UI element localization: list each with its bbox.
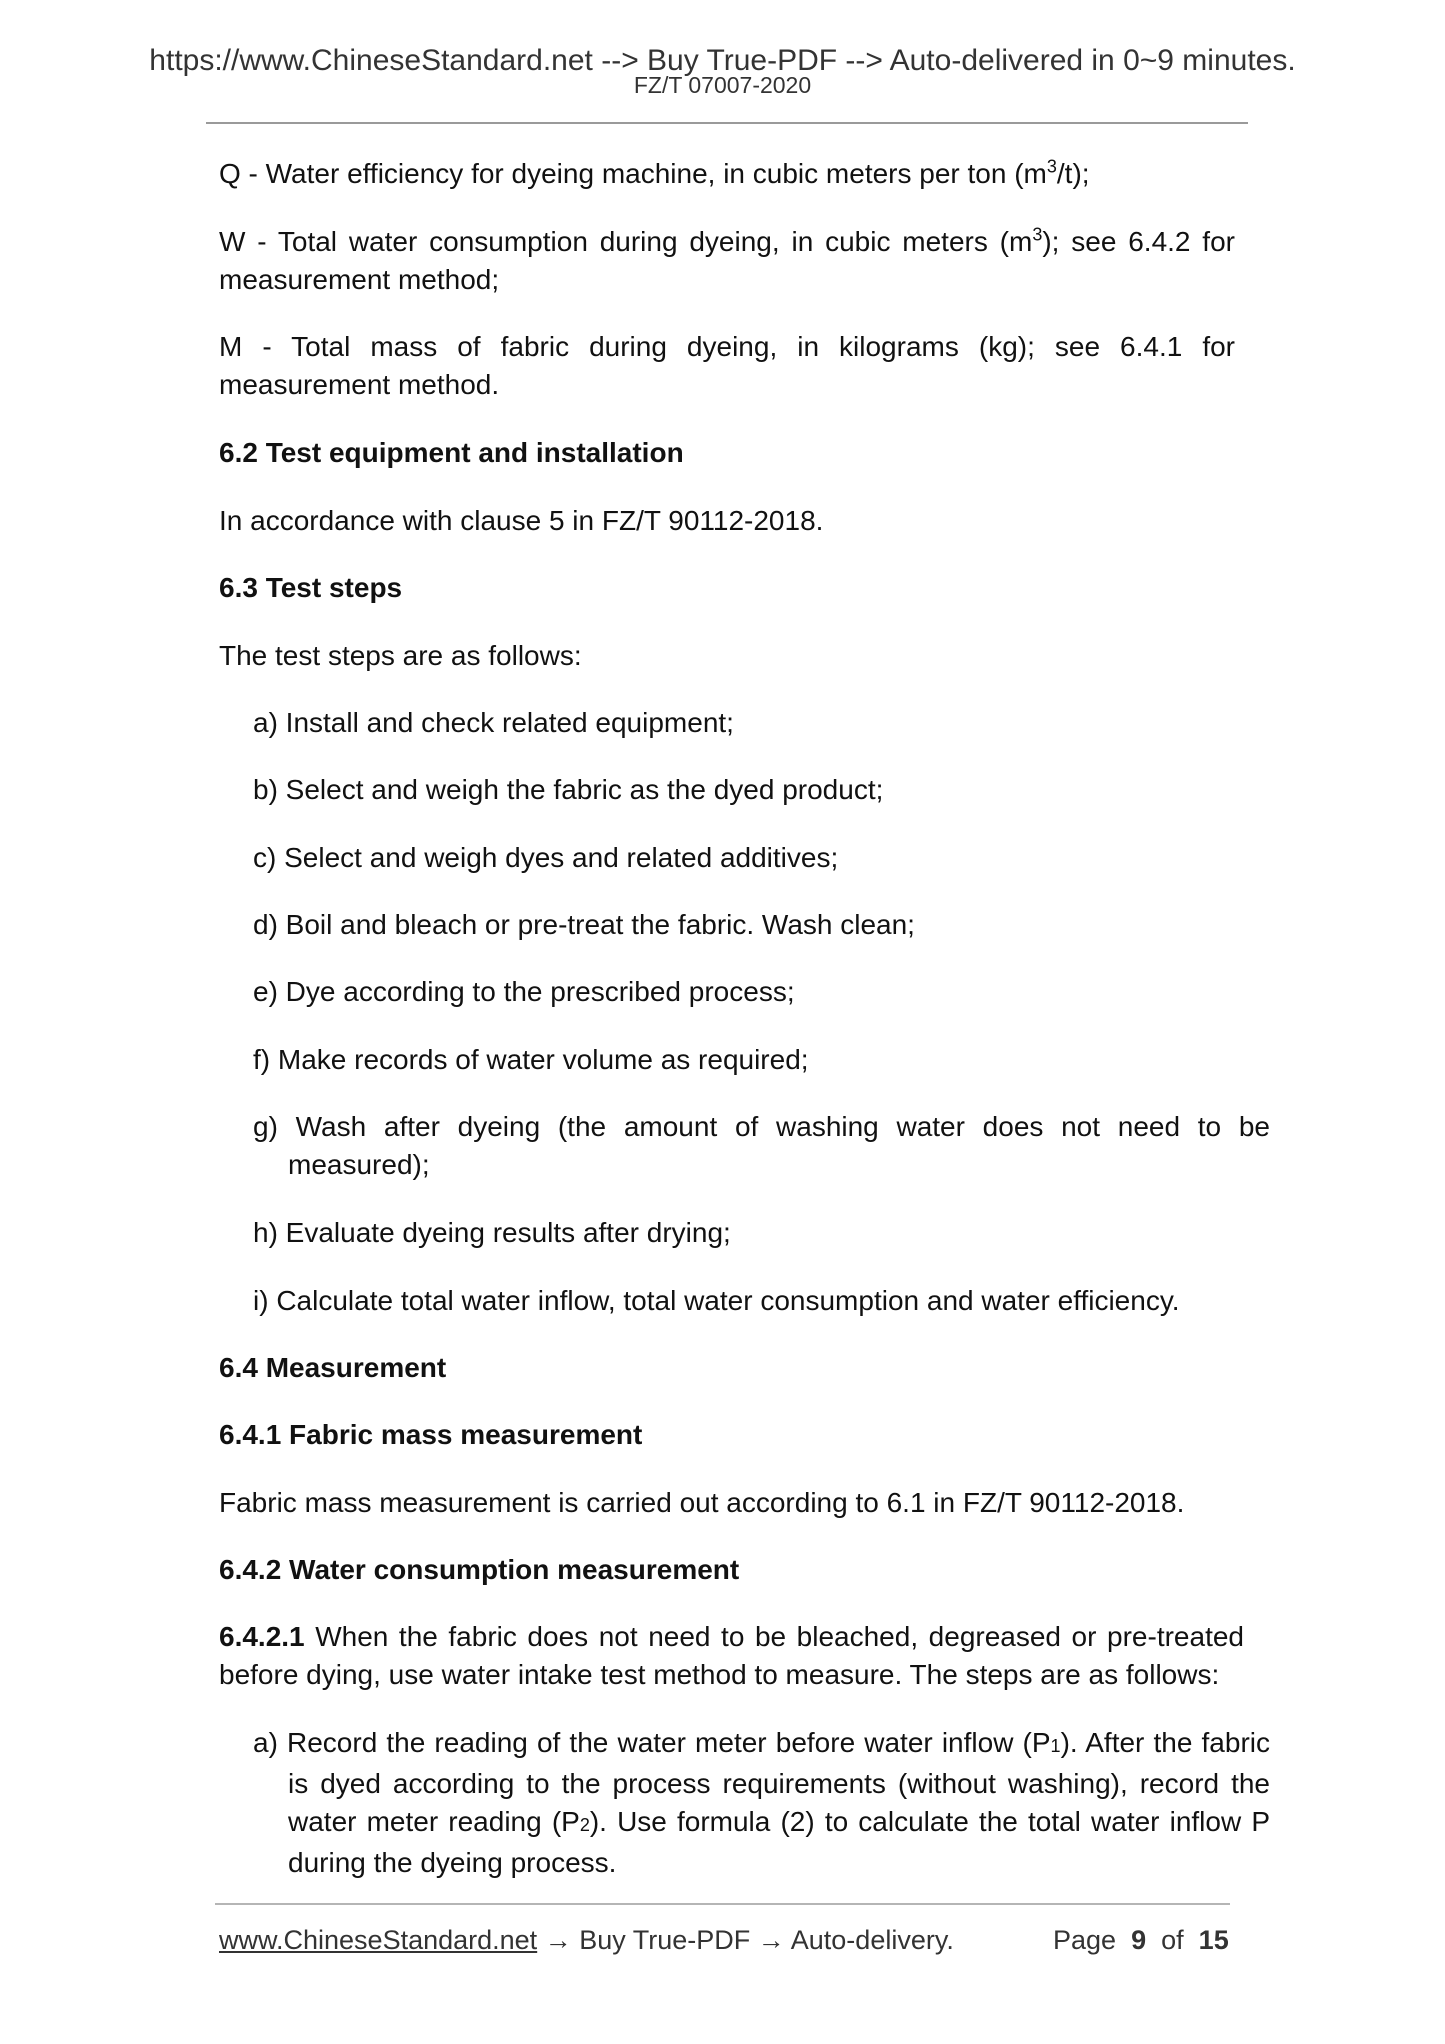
- header-rule: [206, 122, 1248, 124]
- footer-auto-text: Auto-delivery.: [790, 1925, 954, 1955]
- heading-6-4-2: 6.4.2 Water consumption measurement: [219, 1554, 740, 1585]
- clause-number-6-4-2-1: 6.4.2.1: [219, 1621, 305, 1652]
- arrow-icon: →: [750, 1925, 791, 1955]
- footer-site-link[interactable]: www.ChineseStandard.net: [219, 1925, 538, 1955]
- definition-q: Q - Water efficiency for dyeing machine, in cubic meters per ton $(m^3/t)$;: [219, 156, 1090, 189]
- list-item-step-a: a) Install and check related equipment;: [253, 707, 734, 738]
- footer-rule: [215, 1903, 1230, 1905]
- paragraph-6-3-intro: The test steps are as follows:: [219, 640, 582, 671]
- list-item-step-e: e) Dye according to the prescribed process;: [253, 976, 795, 1007]
- list-item-step-c: c) Select and weigh dyes and related additives;: [253, 842, 839, 873]
- list-item-step-b: b) Select and weigh the fabric as the dyed product;: [253, 774, 884, 805]
- paragraph-6-4-2-1: 6.4.2.1 When the fabric does not need to be bleached, degreased or pre-treated before dying, use water intake test method to measure. The steps are as follows:: [219, 1621, 1244, 1690]
- list-item-step-i: i) Calculate total water inflow, total water consumption and water efficiency.: [253, 1285, 1180, 1316]
- heading-6-2: 6.2 Test equipment and installation: [219, 437, 684, 468]
- list-item-step-d: d) Boil and bleach or pre-treat the fabric. Wash clean;: [253, 909, 915, 940]
- list-item-step-f: f) Make records of water volume as required;: [253, 1044, 809, 1075]
- footer-buy-text: Buy True-PDF: [579, 1925, 751, 1955]
- list-item-step-h: h) Evaluate dyeing results after drying;: [253, 1217, 731, 1248]
- list-item-6-4-2-1-a: a) Record the reading of the water meter before water inflow (P1). After the fabric is dyed according to the process requirements (without washing), record the water meter reading (P2). Use formula (2) to calculate the total water inflow P during the dyeing process.: [253, 1727, 1270, 1878]
- heading-6-4: 6.4 Measurement: [219, 1352, 447, 1383]
- arrow-icon: →: [537, 1925, 580, 1955]
- list-item-step-g: g) Wash after dyeing (the amount of washing water does not need to be measured);: [253, 1111, 1270, 1180]
- definition-w: W - Total water consumption during dyeing, in cubic meters $(m^3)$; see 6.4.2 for measurement method;: [219, 224, 1235, 295]
- paragraph-6-2: In accordance with clause 5 in FZ/T 90112-2018.: [219, 505, 824, 536]
- page-number: Page 9 of 15: [1053, 1925, 1229, 1955]
- definition-m: M - Total mass of fabric during dyeing, in kilograms (kg); see 6.4.1 for measurement method.: [219, 331, 1235, 400]
- paragraph-6-4-1: Fabric mass measurement is carried out according to 6.1 in FZ/T 90112-2018.: [219, 1487, 1185, 1518]
- heading-6-4-1: 6.4.1 Fabric mass measurement: [219, 1419, 643, 1450]
- footer-links: [219, 1924, 954, 1956]
- document-code: FZ/T 07007-2020: [633, 72, 812, 98]
- source-banner: https://www.ChineseStandard.net --> Buy True-PDF --> Auto-delivered in 0~9 minutes.: [149, 44, 1296, 77]
- heading-6-3: 6.3 Test steps: [219, 572, 403, 603]
